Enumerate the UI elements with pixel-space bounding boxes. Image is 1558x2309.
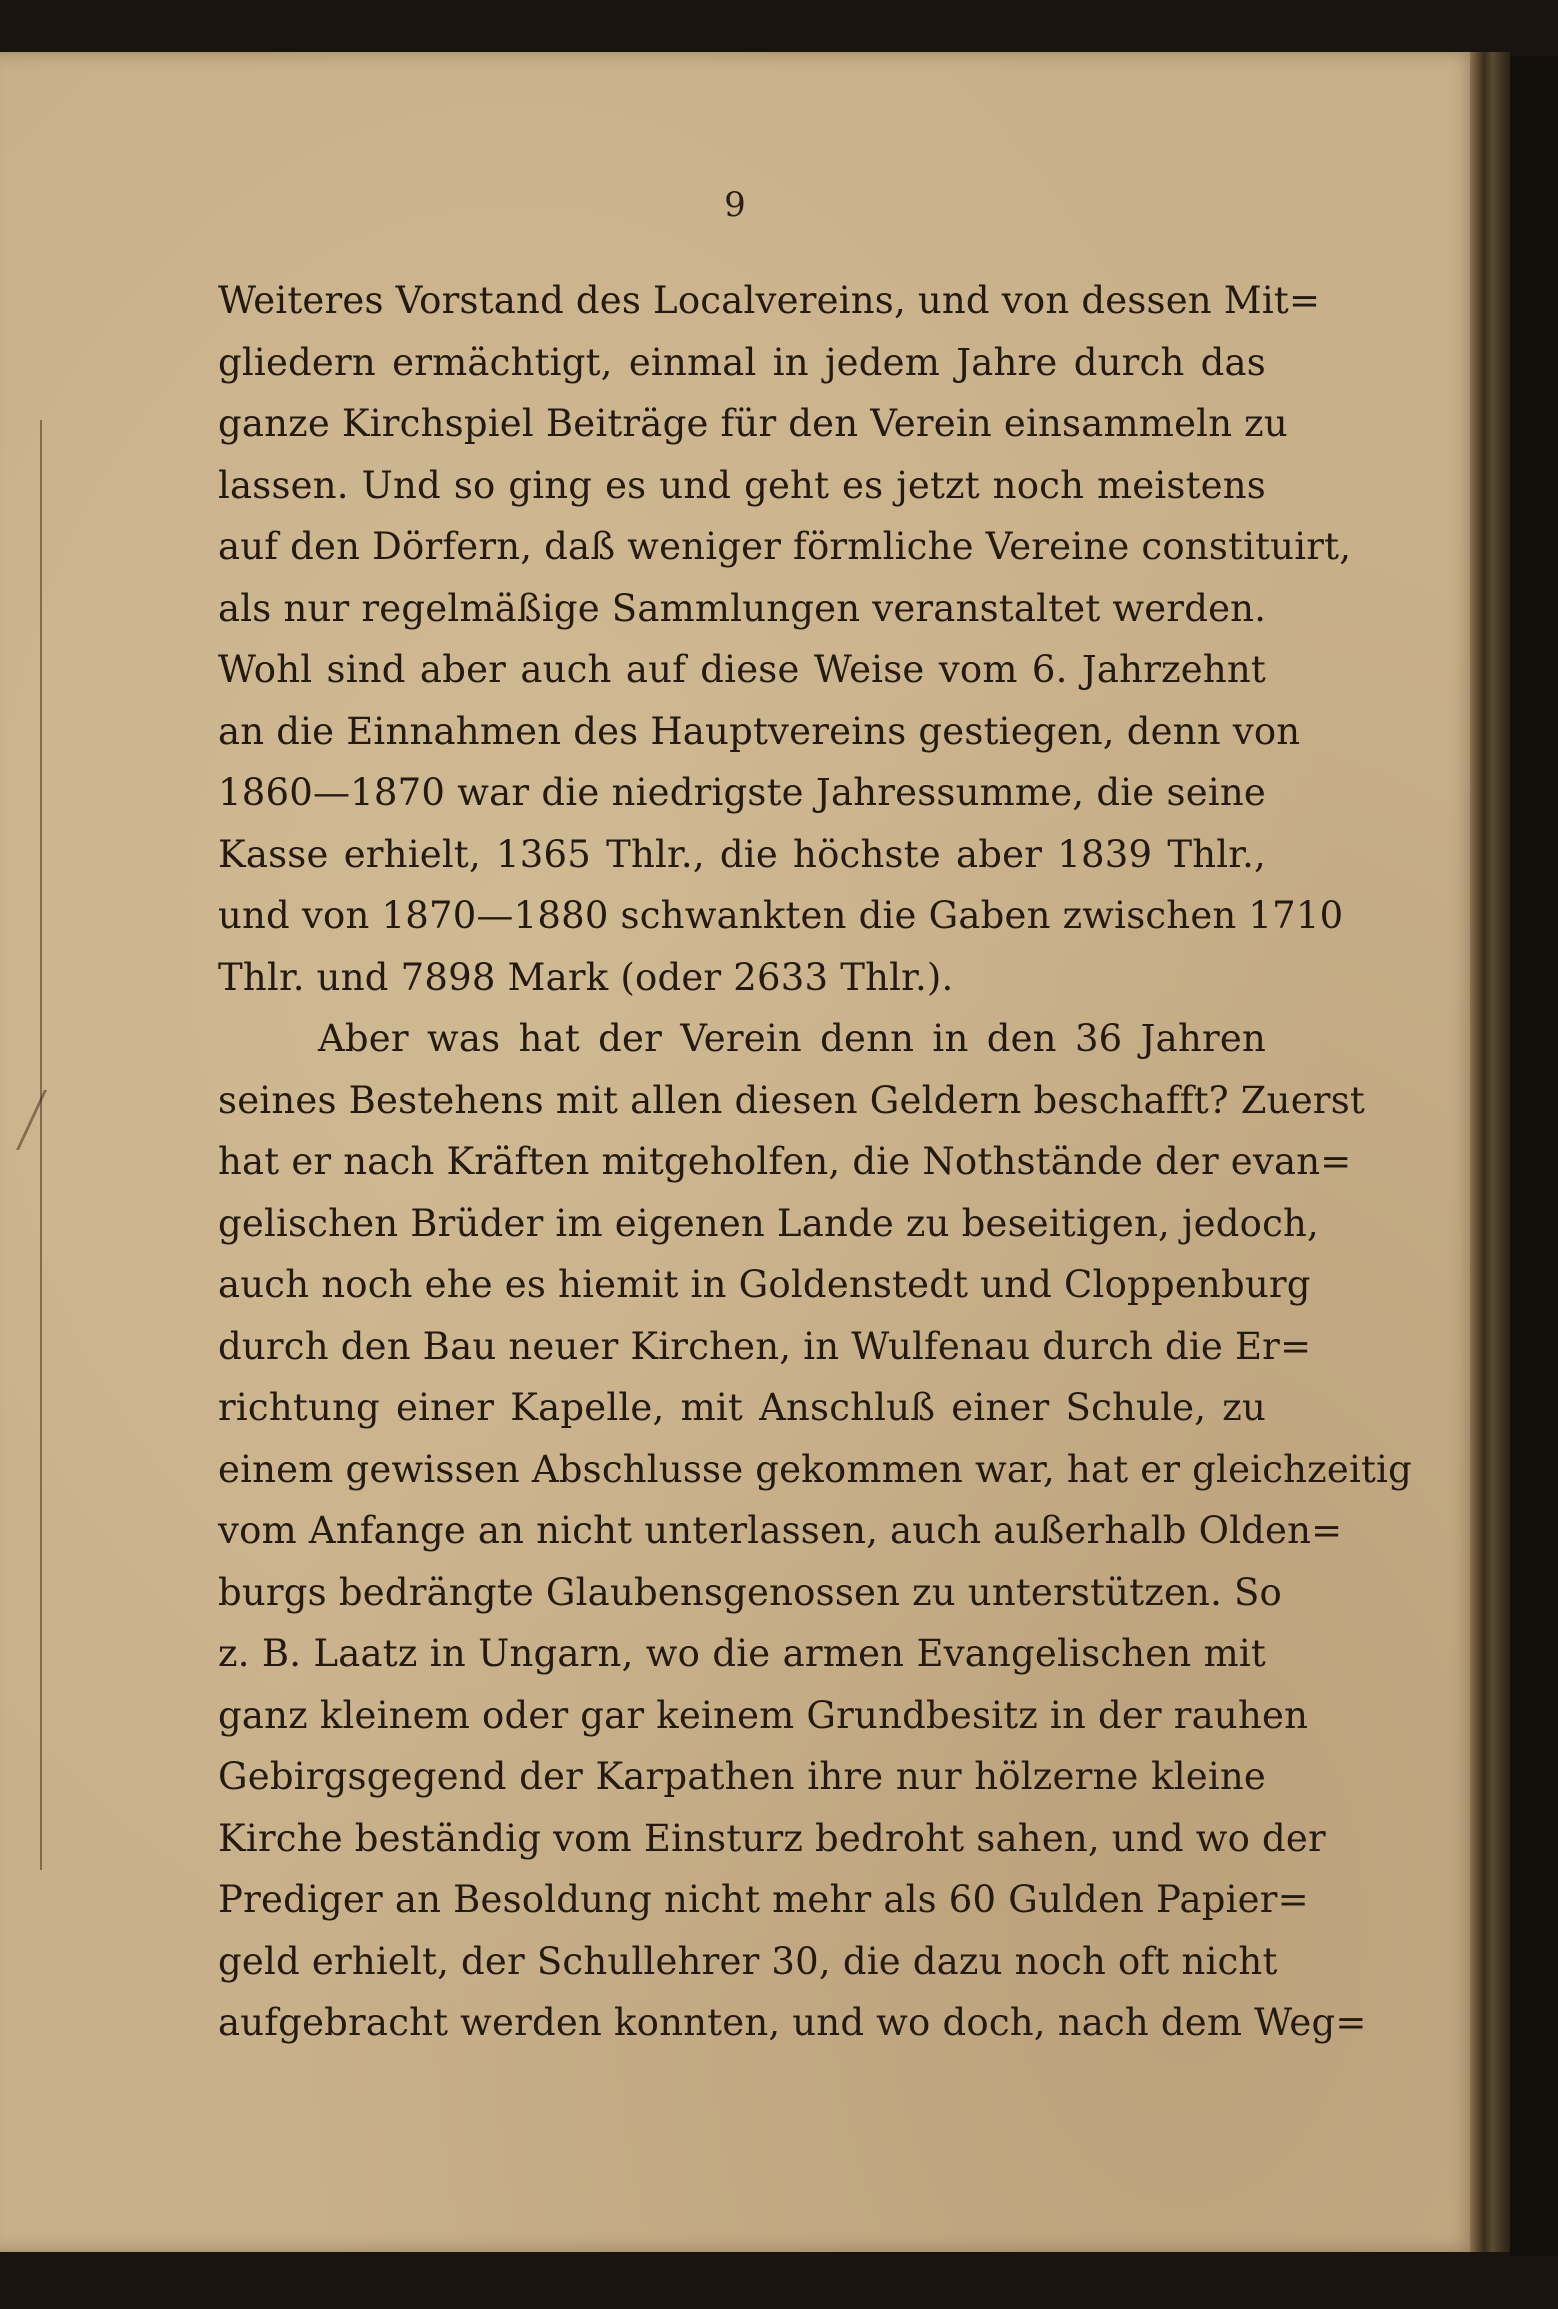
text-line: Gebirgsgegend der Karpathen ihre nur hölzerne kleine — [218, 1755, 1266, 1798]
text-line: und von 1870—1880 schwankten die Gaben zwischen 1710 — [218, 894, 1344, 937]
text-line: geld erhielt, der Schullehrer 30, die dazu noch oft nicht — [218, 1939, 1278, 1983]
text-line: ganz kleinem oder gar keinem Grundbesitz in der rauhen — [218, 1693, 1309, 1737]
text-line: Kasse erhielt, 1365 Thlr., die höchste aber 1839 Thlr., — [218, 832, 1266, 876]
text-line: aufgebracht werden konnten, und wo doch, nach dem Weg= — [218, 2001, 1367, 2044]
text-line: an die Einnahmen des Hauptvereins gestiegen, denn von — [218, 709, 1301, 753]
text-line: durch den Bau neuer Kirchen, in Wulfenau durch die Er= — [218, 1324, 1312, 1368]
page-number: 9 — [724, 185, 746, 225]
text-line: lassen. Und so ging es und geht es jetzt noch meistens — [218, 463, 1266, 507]
text-line: Thlr. und 7898 Mark (oder 2633 Thlr.). — [218, 955, 954, 999]
book-spine — [1470, 52, 1510, 2252]
text-line: gelischen Brüder im eigenen Lande zu beseitigen, jedoch, — [218, 1201, 1319, 1245]
text-line: z. B. Laatz in Ungarn, wo die armen Evangelischen mit — [218, 1632, 1266, 1675]
page-edge-shadow — [1510, 56, 1558, 2256]
text-line: vom Anfange an nicht unterlassen, auch außerhalb Olden= — [218, 1509, 1343, 1552]
text-line: Weiteres Vorstand des Localvereins, und von dessen Mit= — [218, 279, 1321, 322]
text-line: als nur regelmäßige Sammlungen veranstaltet werden. — [218, 586, 1267, 630]
text-line: Wohl sind aber auch auf diese Weise vom 6. Jahrzehnt — [218, 648, 1266, 691]
text-line: auch noch ehe es hiemit in Goldenstedt und Cloppenburg — [218, 1263, 1311, 1306]
text-line: Kirche beständig vom Einsturz bedroht sahen, und wo der — [218, 1816, 1326, 1860]
text-line: auf den Dörfern, daß weniger förmliche Vereine constituirt, — [218, 525, 1352, 568]
text-line: gliedern ermächtigt, einmal in jedem Jahre durch das — [218, 340, 1266, 384]
text-line: hat er nach Kräften mitgeholfen, die Nothstände der evan= — [218, 1140, 1352, 1183]
text-line: ganze Kirchspiel Beiträge für den Verein einsammeln zu — [218, 402, 1288, 445]
text-line: Aber was hat der Verein denn in den 36 Jahren — [318, 1017, 1266, 1060]
text-line: 1860—1870 war die niedrigste Jahressumme, die seine — [218, 771, 1266, 814]
text-line: einem gewissen Abschlusse gekommen war, hat er gleichzeitig — [218, 1447, 1412, 1491]
text-line: burgs bedrängte Glaubensgenossen zu unterstützen. So — [218, 1570, 1283, 1614]
text-line: richtung einer Kapelle, mit Anschluß einer Schule, zu — [218, 1386, 1266, 1429]
text-line: seines Bestehens mit allen diesen Geldern beschafft? Zuerst — [218, 1078, 1365, 1122]
body-text — [218, 270, 1412, 2054]
text-line: Prediger an Besoldung nicht mehr als 60 Gulden Papier= — [218, 1878, 1309, 1921]
